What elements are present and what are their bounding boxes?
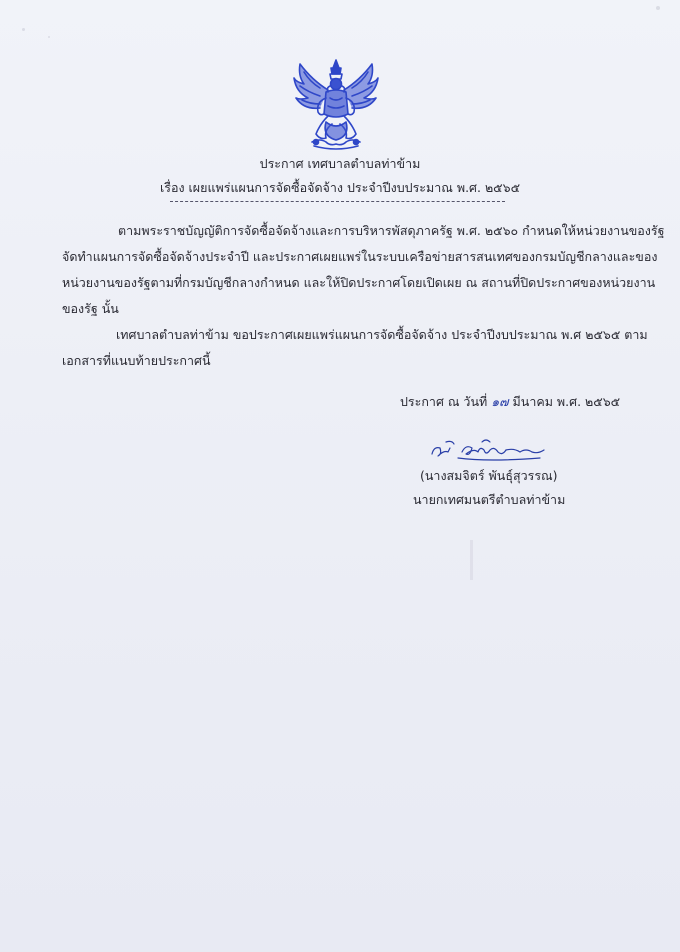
paper-speck	[48, 36, 50, 38]
date-suffix: มีนาคม พ.ศ. ๒๕๖๕	[512, 394, 621, 409]
handwritten-signature	[428, 436, 548, 464]
paragraph-legal-basis	[62, 218, 665, 322]
announcement-date	[400, 396, 620, 409]
paragraph1-line: หน่วยงานของรัฐตามที่กรมบัญชีกลางกำหนด และให้ปิดประกาศโดยเปิดเผย ณ สถานที่ปิดประกาศของหน่วยงาน	[62, 275, 656, 290]
paper-speck	[656, 6, 660, 10]
announcement-subject: เรื่อง เผยแพร่แผนการจัดซื้อจัดจ้าง ประจำปีงบประมาณ พ.ศ. ๒๕๖๕	[159, 180, 521, 195]
paragraph2-line: เทศบาลตำบลท่าข้าม ขอประกาศเผยแพร่แผนการจัดซื้อจัดจ้าง ประจำปีงบประมาณ พ.ศ ๒๕๖๕ ตาม	[116, 327, 648, 342]
paragraph1-line: จัดทำแผนการจัดซื้อจัดจ้างประจำปี และประกาศเผยแพร่ในระบบเครือข่ายสารสนเทศของกรมบัญชีกลางและของ	[62, 249, 658, 264]
date-prefix: ประกาศ ณ วันที่	[400, 394, 488, 409]
separator-line	[170, 201, 505, 202]
signer-position: นายกเทศมนตรีตำบลท่าข้าม	[413, 492, 566, 507]
signer-name: (นางสมจิตร์ พันธุ์สุวรรณ)	[420, 468, 558, 483]
paragraph1-line: ของรัฐ นั้น	[62, 301, 119, 316]
paragraph1-line: ตามพระราชบัญญัติการจัดซื้อจัดจ้างและการบริหารพัสดุภาครัฐ พ.ศ. ๒๕๖๐ กำหนดให้หน่วยงานของรัฐ	[118, 223, 665, 238]
date-day: ๑๗	[491, 394, 509, 409]
paragraph-announcement	[62, 322, 648, 374]
paper-speck	[22, 28, 25, 31]
paragraph2-line: เอกสารที่แนบท้ายประกาศนี้	[62, 353, 211, 368]
paper-fold-mark	[470, 540, 473, 580]
announcement-title: ประกาศ เทศบาลตำบลท่าข้าม	[259, 156, 421, 171]
garuda-emblem-icon	[290, 58, 382, 154]
